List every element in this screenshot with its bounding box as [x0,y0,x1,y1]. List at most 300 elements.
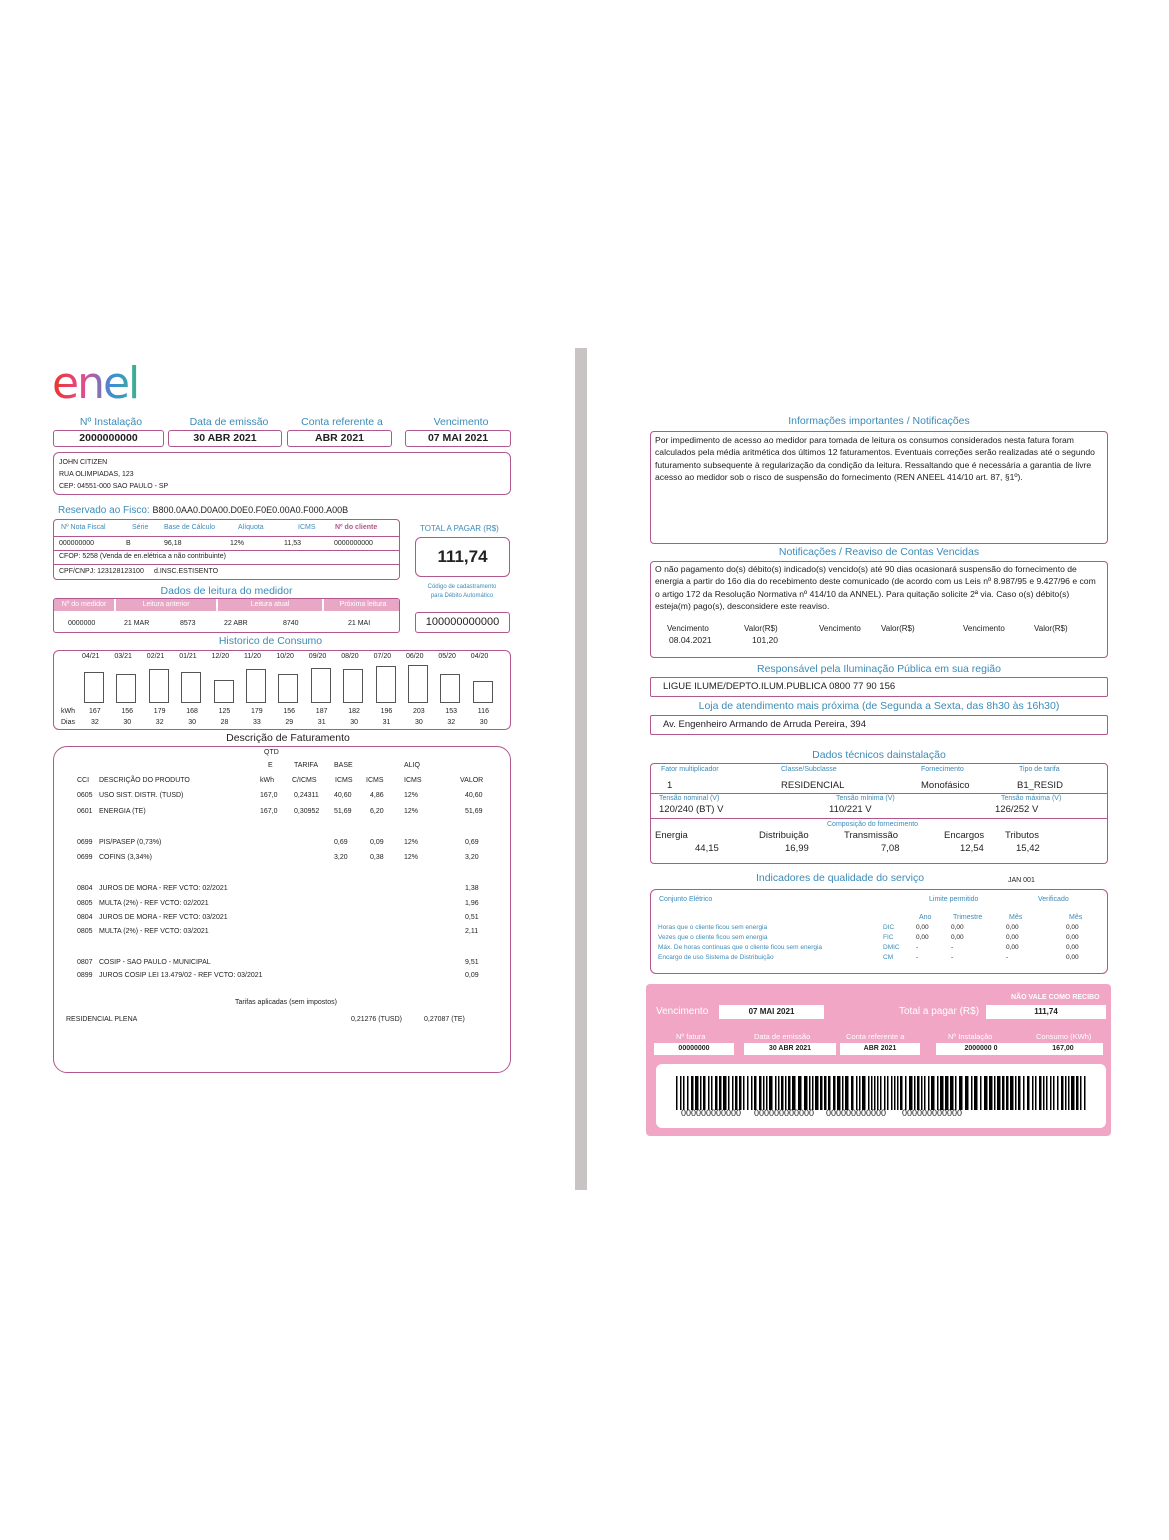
barcode-bar [921,1076,923,1110]
fat-cell-desc: MULTA (2%) - REF VCTO: 02/2021 [99,900,209,907]
fat-cell-desc: ENERGIA (TE) [99,808,146,815]
qualidade-period: JAN 001 [1008,877,1035,884]
fat-cell-cci: 0605 [77,792,93,799]
nota-header-3: Alíquota [238,524,264,531]
barcode-bar [891,1076,893,1110]
q-cell-code: FIC [883,934,894,941]
barcode-bar [945,1076,949,1110]
fat-cell-cci: 0804 [77,885,93,892]
chart-category-label: 06/20 [406,653,424,660]
barcode-bar [824,1076,827,1110]
chart-value-label: 116 [477,708,489,715]
leitura-value-2: 8573 [180,620,196,627]
fat-cell-icms: 4,86 [370,792,384,799]
fat-header-4: ICMS [335,777,353,784]
fat-cell-icms: 6,20 [370,808,384,815]
fat-cell-valor: 9,51 [465,959,479,966]
label-instalacao: Nº Instalação [79,416,143,428]
barcode-bar [763,1076,765,1110]
reaviso-col-2: Vencimento [819,624,861,633]
loja-box: Av. Engenheiro Armando de Arruda Pereira, 394 [650,715,1108,735]
q-conjunto: Conjunto Elétrico [659,896,713,903]
barcode-number-1: 000000000000 [754,1108,815,1118]
barcode-bar [880,1076,882,1110]
chart-value-label: 179 [251,708,263,715]
value-data-emissao: 30 ABR 2021 [168,430,282,447]
barcode-bar [871,1076,873,1110]
barcode-bar [781,1076,784,1110]
chart-dias-label: 30 [123,719,132,726]
stub-label-2: Conta referente a [846,1032,905,1041]
stub-nao-vale: NÃO VALE COMO RECIBO [1011,994,1100,1001]
leitura-header-2: Leitura atual [218,599,322,611]
qualidade-title: Indicadores de qualidade do serviço [755,872,925,884]
barcode-bar [997,1076,1001,1110]
fat-cell-qtd: 167,0 [260,792,278,799]
barcode-bar [687,1076,689,1110]
comp-label-3: Encargos [944,830,985,841]
barcode-bar [1046,1076,1048,1110]
info-text: Por impedimento de acesso ao medidor para tomada de leitura os consumos considerados nesta fatura foram calculados pela média aritmética dos últimos 12 faturamentos. Eventuais correções serão realizadas até o segundo futuramento subsequente à regularização da condição da leitura. Ressaltando que é necessária a garantia de livre acesso ao medidor sob o risco de suspensão do fornecimento (REN ANEEL 414/10 art. 87, §1º). [655,435,1095,482]
chart-category-label: 10/20 [276,653,294,660]
tec-label-3: Tipo de tarifa [1019,766,1060,773]
chart-dias-label: 31 [317,719,326,726]
chart-category-label: 01/21 [179,653,197,660]
barcode-bar [884,1076,886,1110]
tec-value-3: B1_RESID [1017,780,1063,791]
leitura-value-4: 8740 [283,620,299,627]
q-cell-mes: 0,00 [1006,924,1019,931]
barcode-bar [950,1076,954,1110]
q-cell-desc: Horas que o cliente ficou sem energia [658,924,768,931]
reaviso-col-1: Valor(R$) [744,624,778,633]
fat-cell-valor: 0,09 [465,972,479,979]
fat-header-6: ICMS [404,777,422,784]
fat-header-7: VALOR [460,777,484,784]
fisco-code: B800.0AA0.D0A00.D0E0.F0E0.00A0.F000.A00B [152,505,349,515]
nota-header-2: Base de Cálculo [164,524,215,531]
q-cell-ver: 0,00 [1066,954,1079,961]
leitura-value-3: 22 ABR [224,620,248,627]
q-cell-code: DMIC [883,944,900,951]
reaviso-text: O não pagamento do(s) débito(s) indicado(s) vencido(s) até 90 dias ocasionará suspensão do fornecimento de energia a partir do 16o dia do recebimento deste comunicado (de acordo com us Leis nº 8.987/95 e 9.427/96 e com o artigo 172 da Resolução Normativa nº 414/10 da ANNEL). Para quitação solicite 2ª via. Caso o(s) débito(s) esteja(m) pago(s), desconsidere este reaviso. [655,564,1096,611]
barcode-bar [842,1076,844,1110]
nota-divider-3 [54,564,399,565]
fat-cell-desc: JUROS DE MORA - REF VCTO: 02/2021 [99,885,228,892]
chart-category-label: 04/21 [82,653,100,660]
barcode-bar [965,1076,969,1110]
barcode-bar [747,1076,749,1110]
barcode-bar [1057,1076,1059,1110]
q-cell-tri: 0,00 [951,934,964,941]
chart-bar [311,668,331,703]
fat-cell-tarifa: 0,30952 [294,808,320,815]
q-cell-code: CM [883,954,894,961]
chart-dias-label: 29 [285,719,294,726]
comp-label-4: Tributos [1005,830,1039,841]
chart-category-label: 02/21 [146,653,165,660]
chart-category-label: 05/20 [438,653,456,660]
stub-value-4: 167,00 [1023,1043,1103,1055]
barcode-bar [751,1076,753,1110]
q-col-0: Ano [919,914,932,921]
fat-cell-cci: 0804 [77,914,93,921]
tensao-value-0: 120/240 (BT) V [659,804,724,815]
stub-value-0: 00000000 [654,1043,734,1055]
q-cell-tri: - [951,954,954,961]
chart-dias-label: 32 [447,719,456,726]
barcode-bar [868,1076,870,1110]
barcode-bar [837,1076,841,1110]
tecnicos-title: Dados técnicos dainstalação [812,749,946,761]
page-divider [575,348,587,1190]
reaviso-title: Notificações / Reaviso de Contas Vencidas [778,546,980,558]
stub-total-label: Total a pagar (R$) [899,1006,980,1017]
leitura-value-5: 21 MAI [348,620,371,627]
barcode-panel [656,1064,1106,1128]
barcode-bar [833,1076,836,1110]
info-box [650,431,1108,544]
q-cell-ano: - [916,944,919,951]
nota-value-4: 11,53 [284,540,301,547]
barcode-bar [1080,1076,1082,1110]
barcode-bar [715,1076,718,1110]
chart-bar [278,674,298,703]
q-cell-ano: 0,00 [916,924,929,931]
fat-cell-aliq: 12% [404,792,419,799]
barcode-bar [728,1076,730,1110]
barcode-bar [1084,1076,1086,1110]
stub-value-3: 2000000 0 [936,1043,1026,1055]
fat-cell-desc: PIS/PASEP (0,73%) [99,839,162,846]
chart-dias-label: 32 [91,719,99,726]
barcode-bar [959,1076,963,1110]
tensao-label-0: Tensão nominal (V) [659,795,720,802]
fat-top-header-2: TARIFA [294,762,318,769]
barcode-bar [900,1076,903,1110]
nota-divider-2 [54,550,399,551]
tensao-value-2: 126/252 V [995,804,1039,815]
tensao-label-2: Tensão máxima (V) [1001,795,1062,802]
barcode-bar [1015,1076,1017,1110]
chart-bar [84,672,104,703]
barcode-bar [743,1076,745,1110]
fat-cell-base: 0,69 [334,839,348,846]
chart-dias-label: 30 [188,719,196,726]
q-cell-mes: 0,00 [1006,944,1019,951]
comp-value-0: 44,15 [695,843,719,854]
barcode-bar [1050,1076,1052,1110]
faturamento-title: Descrição de Faturamento [226,732,350,744]
barcode-bar [815,1076,819,1110]
nota-fiscal-box [53,519,400,580]
chart-value-label: 196 [380,708,393,715]
composicao-label: Composição do fornecimento [827,821,919,828]
barcode-bar [785,1076,787,1110]
leitura-header-0: Nº do medidor [54,599,114,611]
barcode-bar [695,1076,699,1110]
chart-category-label: 11/20 [244,653,261,660]
barcode-bar [971,1076,973,1110]
nota-value-2: 96,18 [164,540,182,547]
q-cell-desc: Vezes que o cliente ficou sem energia [658,934,768,941]
fat-cell-valor: 40,60 [465,792,483,799]
barcode-bar [820,1076,823,1110]
barcode-bar [1032,1076,1034,1110]
loja-title: Loja de atendimento mais próxima (de Segunda a Sexta, das 8h30 às 16h30) [698,700,1060,712]
customer-name: JOHN CITIZEN [59,459,108,466]
barcode-bar [931,1076,935,1110]
iluminacao-box: LIGUE ILUME/DEPTO.ILUM.PUBLICA 0800 77 90 156 [650,677,1108,697]
tec-label-2: Fornecimento [921,766,964,773]
barcode-bar [683,1076,685,1110]
fat-cell-cci: 0699 [77,854,93,861]
nota-divider-1 [54,536,399,537]
chart-value-label: 156 [283,708,296,715]
nota-cfop: CFOP: 5258 (Venda de en.elétrica a não contribuinte) [59,553,226,560]
barcode-bar [1027,1076,1030,1110]
barcode-bar [759,1076,762,1110]
label-vencimento: Vencimento [433,416,489,428]
q-cell-ano: 0,00 [916,934,929,941]
tensao-label-1: Tensão mínima (V) [836,795,895,802]
nota-header-0: Nº Nota Fiscal [61,524,106,531]
fat-cell-valor: 0,69 [465,839,479,846]
comp-label-1: Distribuição [759,830,809,841]
q-col-1: Trimestre [953,914,983,921]
chart-category-label: 12/20 [211,653,230,660]
barcode-bar [732,1076,734,1110]
comp-value-2: 7,08 [881,843,900,854]
tec-value-1: RESIDENCIAL [781,780,845,791]
stub-venc-label: Vencimento [656,1006,709,1017]
chart-dias-label: 30 [415,719,423,726]
total-label: TOTAL A PAGAR (R$) [420,524,499,533]
barcode-bar [894,1076,896,1110]
barcode-bar [937,1076,939,1110]
chart-dias-label: 33 [253,719,261,726]
nota-value-0: 000000000 [59,540,95,547]
barcode-bar [845,1076,849,1110]
chart-bar [116,674,136,703]
chart-value-label: 168 [186,708,198,715]
nota-header-4: ICMS [298,524,316,531]
fat-cell-valor: 0,51 [465,914,479,921]
barcode-bar [804,1076,808,1110]
fat-cell-cci: 0899 [77,972,93,979]
fisco-label: Reservado ao Fisco: [58,505,150,516]
debit-label-1: Código de cadastramento [427,584,497,590]
svg-text:enel: enel [52,360,139,405]
barcode-bar [928,1076,930,1110]
fat-header-2: kWh [260,777,274,784]
fat-cell-valor: 3,20 [465,854,479,861]
stub-label-4: Consumo (KWh) [1036,1032,1092,1041]
barcode-bar [874,1076,876,1110]
fat-cell-desc: JUROS COSIP LEI 13.479/02 - REF VCTO: 03/2021 [99,972,263,979]
chart-value-label: 179 [153,708,166,715]
chart-bar [214,680,234,703]
nota-cpf: CPF/CNPJ: 123128123100 [59,568,144,575]
reaviso-col-3: Valor(R$) [881,624,915,633]
chart-bar [246,669,266,703]
barcode-bar [1010,1076,1014,1110]
fat-header-1: DESCRIÇÃO DO PRODUTO [99,777,190,784]
chart-bar [181,672,201,703]
barcode-bar [887,1076,889,1110]
historico-title: Historico de Consumo [218,635,323,647]
fat-header-5: ICMS [366,777,384,784]
fat-cell-qtd: 167,0 [260,808,278,815]
fat-cell-base: 3,20 [334,854,348,861]
barcode-bar [739,1076,742,1110]
label-data-emissao: Data de emissão [189,416,269,428]
fat-cell-cci: 0601 [77,808,93,815]
historico-chart [53,650,511,730]
stub-value-2: ABR 2021 [840,1043,920,1055]
barcode-bar [974,1076,978,1110]
fat-cell-valor: 1,96 [465,900,479,907]
tec-label-1: Classe/Subclasse [781,766,837,773]
barcode-bar [788,1076,791,1110]
fat-cell-tarifa: 0,24311 [294,792,319,799]
barcode-bar [1023,1076,1025,1110]
barcode-bar [1061,1076,1064,1110]
fat-cell-icms: 0,09 [370,839,384,846]
q-cell-mes: - [1006,954,1009,961]
chart-bar [343,669,363,703]
fat-cell-base: 51,69 [334,808,352,815]
barcode-bar [1043,1076,1045,1110]
barcode-number-3: 000000000000 [902,1108,963,1118]
barcode-bar [877,1076,879,1110]
reaviso-col-4: Vencimento [963,624,1005,633]
barcode-bar [809,1076,811,1110]
nota-value-5: 0000000000 [334,540,373,547]
fat-header-3: C/ICMS [292,777,317,784]
q-cell-mes: 0,00 [1006,934,1019,941]
barcode-bar [897,1076,899,1110]
barcode-bar [851,1076,854,1110]
barcode-bar [1035,1076,1037,1110]
leitura-header-3: Próxima leitura [324,599,400,611]
fat-cell-aliq: 12% [404,808,419,815]
value-conta-ref: ABR 2021 [287,430,392,447]
comp-value-3: 12,54 [960,843,984,854]
chart-category-label: 04/20 [470,653,489,660]
tec-divider-2 [651,818,1107,819]
faturamento-box [53,746,511,1073]
barcode-bar [708,1076,710,1110]
chart-dias-label: 30 [479,719,488,726]
fat-cell-desc: JUROS DE MORA - REF VCTO: 03/2021 [99,914,228,921]
reaviso-valor-1: 101,20 [752,635,778,645]
comp-label-0: Energia [655,830,688,841]
barcode-bar [1076,1076,1079,1110]
q-cell-tri: - [951,944,954,951]
comp-value-4: 15,42 [1016,843,1040,854]
fat-cell-valor: 51,69 [465,808,483,815]
chart-bar [149,669,169,703]
fisco-line [58,505,348,516]
tarifa-te: 0,27087 (TE) [424,1016,465,1023]
barcode-bar [984,1076,988,1110]
label-conta-ref: Conta referente a [301,416,383,428]
comp-value-1: 16,99 [785,843,809,854]
chart-category-label: 09/20 [308,653,327,660]
tecnicos-box [650,763,1108,864]
stub-label-0: Nº fatura [676,1032,706,1041]
stub-label-1: Data de emissão [754,1032,811,1041]
fat-cell-valor: 1,38 [465,885,479,892]
barcode-bar [1068,1076,1070,1110]
barcode-bar [703,1076,706,1110]
barcode-bar [1039,1076,1042,1110]
chart-value-label: 167 [89,708,101,715]
q-cell-ver: 0,00 [1066,924,1079,931]
q-cell-tri: 0,00 [951,924,964,931]
barcode-bar [955,1076,957,1110]
fat-cell-valor: 2,11 [465,928,479,935]
dias-label: Dias [61,719,76,726]
nota-value-1: B [126,540,131,547]
reaviso-venc-1: 08.04.2021 [669,635,712,645]
leitura-value-0: 0000000 [68,620,96,627]
chart-dias-label: 30 [350,719,358,726]
reaviso-box [650,561,1108,658]
comp-label-2: Transmissão [844,830,899,841]
debit-code: 100000000000 [415,612,510,633]
leitura-box [53,598,400,633]
fat-cell-cci: 0805 [77,900,93,907]
barcode-bar [1006,1076,1009,1110]
barcode-bar [723,1076,727,1110]
barcode-bar [1065,1076,1067,1110]
barcode-bar [989,1076,993,1110]
barcode-bar [676,1076,678,1110]
barcode-bar [778,1076,780,1110]
chart-dias-label: 31 [382,719,391,726]
barcode-bar [735,1076,738,1110]
qualidade-box [650,889,1108,974]
fat-cell-aliq: 12% [404,854,419,861]
barcode-bar [792,1076,796,1110]
barcode-bar [859,1076,861,1110]
q-cell-ver: 0,00 [1066,944,1079,951]
nota-insc: d.INSC.ESTISENTO [154,568,219,575]
tarifa-tusd: 0,21276 (TUSD) [351,1016,402,1023]
address-box [53,452,511,495]
q-col-2: Mês [1009,914,1023,921]
barcode-bar [1071,1076,1075,1110]
fat-cell-icms: 0,38 [370,854,384,861]
barcode-bar [909,1076,913,1110]
stub-total-value: 111,74 [986,1005,1106,1019]
nota-header-1: Série [132,524,149,531]
barcode-bar [856,1076,858,1110]
barcode-bar [769,1076,773,1110]
chart-layer [54,651,509,729]
fat-cell-cci: 0699 [77,839,93,846]
chart-value-label: 125 [218,708,231,715]
barcode-bar [680,1076,682,1110]
debit-label-2: para Débito Automático [430,593,494,599]
leitura-header-1: Leitura anterior [116,599,216,611]
barcode-bar [994,1076,996,1110]
chart-bar [473,681,493,703]
q-col-3: Mês [1069,914,1083,921]
chart-value-label: 182 [348,708,360,715]
